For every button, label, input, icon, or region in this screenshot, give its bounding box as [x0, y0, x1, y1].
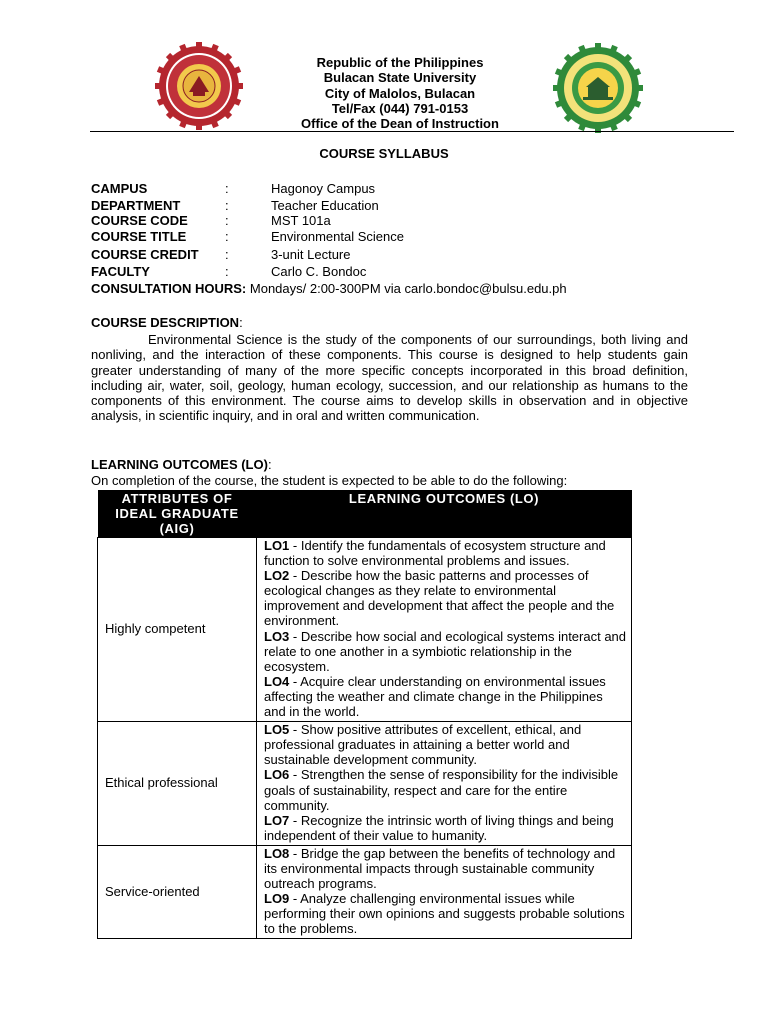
- lo-code: LO2: [264, 568, 290, 584]
- lo-text: - Identify the fundamentals of ecosystem structure and function to solve environmental problems and issues.: [264, 538, 606, 569]
- lo-text: - Show positive attributes of excellent, ethical, and professional graduates in attaining a better world and sustainable development community.: [264, 722, 582, 768]
- document-header: [260, 55, 540, 131]
- lo-code: LO1: [264, 538, 290, 553]
- info-colon: :: [225, 264, 229, 279]
- lo-text: - Recognize the intrinsic worth of living things and being independent of their value to humanity.: [264, 812, 614, 843]
- header-attributes: ATTRIBUTES OF IDEAL GRADUATE (AIG): [98, 490, 257, 538]
- attribute-cell: Ethical professional: [98, 722, 257, 846]
- attribute-cell: Service-oriented: [98, 845, 257, 939]
- info-label: COURSE CREDIT: [91, 247, 199, 262]
- info-value: Teacher Education: [271, 197, 379, 213]
- info-colon: :: [225, 212, 229, 228]
- lo-code: LO3: [264, 628, 290, 644]
- table-row: [98, 845, 632, 939]
- header-line-city: City of Malolos, Bulacan: [324, 85, 476, 101]
- consultation-label: CONSULTATION HOURS:: [91, 281, 247, 296]
- header-outcomes: LEARNING OUTCOMES (LO): [257, 490, 632, 538]
- info-value: Carlo C. Bondoc: [271, 264, 367, 279]
- info-label: COURSE TITLE: [91, 229, 187, 244]
- lo-text: - Describe how social and ecological systems interact and relate to one another in a symbiotic relationship in the ecosystem.: [264, 628, 627, 674]
- table-header-row: [98, 490, 632, 538]
- info-colon: :: [225, 181, 229, 196]
- table-row: [98, 538, 632, 722]
- info-label: CAMPUS: [91, 181, 148, 196]
- university-seal-left: [155, 42, 243, 130]
- info-colon: :: [225, 197, 229, 213]
- outcomes-cell: [257, 845, 632, 939]
- info-value: 3-unit Lecture: [271, 247, 351, 262]
- consultation-hours: [91, 281, 567, 296]
- university-seal-right: [553, 43, 643, 133]
- lo-text: - Acquire clear understanding on environmental issues affecting the weather and climate change in the Philippines and in the world.: [264, 673, 606, 720]
- learning-outcomes-table: [97, 490, 632, 939]
- lo-code: LO5: [264, 722, 290, 738]
- document-title: COURSE SYLLABUS: [319, 146, 449, 161]
- header-line-telfax: Tel/Fax (044) 791-0153: [331, 100, 469, 116]
- learning-outcomes-heading: LEARNING OUTCOMES (LO):: [91, 457, 272, 472]
- lo-text: - Describe how the basic patterns and processes of ecological changes as they relate to environmental improvement and development that affect the people and the environment.: [264, 568, 615, 629]
- learning-outcomes-body: [98, 538, 632, 939]
- consultation-value: Mondays/ 2:00-300PM via carlo.bondoc@bulsu.edu.ph: [249, 281, 567, 296]
- table-row: [98, 722, 632, 846]
- header-line-office: Office of the Dean of Instruction: [301, 116, 499, 132]
- learning-outcomes-heading-text: LEARNING OUTCOMES (LO): [91, 457, 268, 472]
- lo-code: LO7: [264, 812, 290, 828]
- lo-text: - Bridge the gap between the benefits of technology and its environmental impacts through sustainable community outreach programs.: [264, 845, 616, 892]
- info-value: Environmental Science: [271, 229, 404, 244]
- course-description-heading: COURSE DESCRIPTION:: [91, 315, 243, 330]
- lo-code: LO4: [264, 673, 290, 689]
- info-value: MST 101a: [271, 212, 331, 228]
- lo-text: - Analyze challenging environmental issues while performing their own opinions and suggests probable solutions to the problems.: [264, 891, 625, 937]
- header-divider: [90, 131, 734, 132]
- lo-code: LO9: [264, 891, 290, 907]
- attribute-cell: Highly competent: [98, 538, 257, 722]
- lo-code: LO6: [264, 767, 290, 783]
- lo-text: - Strengthen the sense of responsibility for the indivisible goals of sustainability, respect and care for the entire community.: [264, 767, 619, 813]
- header-line-republic: Republic of the Philippines: [316, 55, 484, 70]
- header-line-university: Bulacan State University: [323, 70, 477, 86]
- course-description-text: Environmental Science is the study of the components of our surroundings, both living and nonliving, and the interaction of these components. This course is designed to help students gain greater understanding of many of the more specific concepts incorporated in this broad definition, including air, water, soil, geology, human ecology, succession, and our relationship as humans to the components of this environment. The course aims to develop skills in observation and in objective analysis, in scientific inquiry, and in oral and written communication.: [91, 332, 688, 424]
- info-label: FACULTY: [91, 264, 150, 279]
- course-description-heading-text: COURSE DESCRIPTION: [91, 315, 240, 330]
- info-label: COURSE CODE: [91, 212, 188, 228]
- learning-outcomes-intro: On completion of the course, the student is expected to be able to do the following:: [91, 473, 568, 488]
- outcomes-cell: [257, 538, 632, 722]
- info-label: DEPARTMENT: [91, 197, 181, 213]
- info-colon: :: [225, 229, 229, 244]
- green-seal-icon: [553, 43, 643, 133]
- lo-code: LO8: [264, 845, 290, 861]
- info-value: Hagonoy Campus: [271, 181, 376, 196]
- outcomes-cell: [257, 722, 632, 846]
- red-seal-icon: [155, 42, 243, 130]
- info-colon: :: [225, 247, 229, 262]
